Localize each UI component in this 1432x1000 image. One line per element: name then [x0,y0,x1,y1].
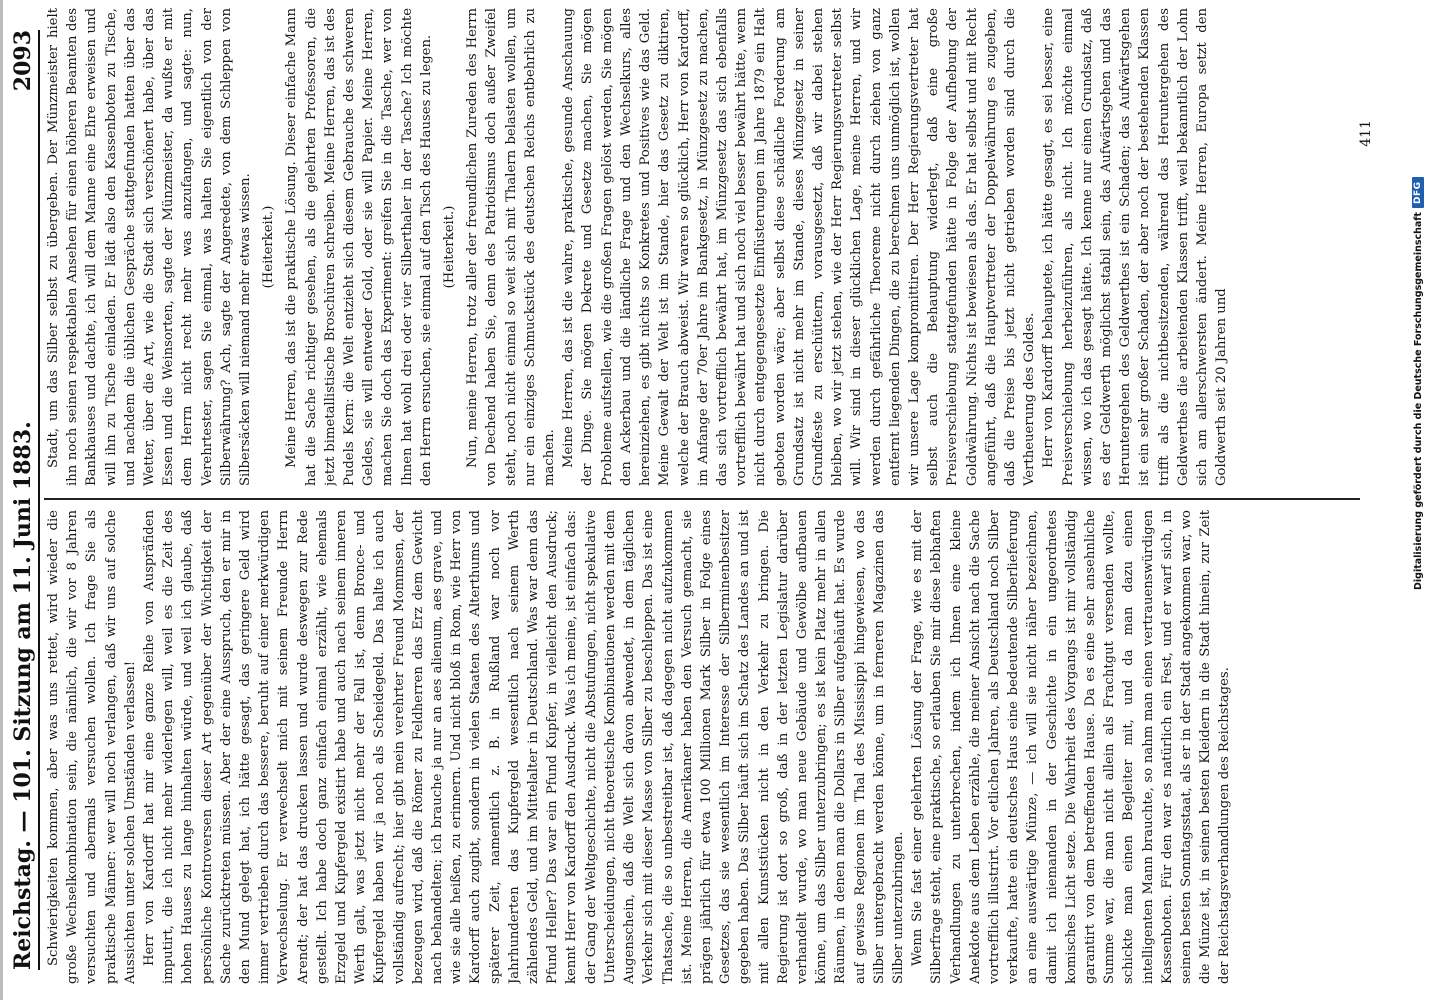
text-column-left [44,510,1360,984]
paragraph: Nun, meine Herren, trotz aller der freundlichen Zureden des Herrn von Dechend haben Sie, denn des Patriotismus doch außer Zweifel steht, noch nicht einmal so weit sich mit Thalern belasten wollen, um nur ein einziges Schmuckstück des deutschen Reichs entbehrlich zu machen. [465,8,558,486]
paragraph: Herr von Kardorff behauptete, ich hätte gesagt, es sei besser, eine Preisverschiebung herbeizuführen, als nicht. Ich möchte einmal wissen, wo ich das gesagt hätte. Ich kenne nur einen Grundsatz, daß es der Geldwerth möglichst stabil sein, das Aufwärtsgehen und das Heruntergehen des Geldwerthes ist ein Schaden; das Aufwärtsgehen ist ein sehr großer Schaden, der aber noch der bestehenden Klassen trifft als die nichtbesitzenden, während das Heruntergehen des Geldwerthes die arbeitenden Klassen trifft, weil bekanntlich der Lohn sich am allerschwersten ändert. Meine Herren, Europa setzt den Goldwerth seit 20 Jahren und [1041,8,1230,486]
interjection: (Heiterkeit.) [442,205,458,289]
paragraph: Wenn Sie fast einer gelehrten Lösung der Frage, wie es mit der Silberfrage steht, eine praktische, so erlauben Sie mir diese lebhaften Verhandlungen zu unterbrechen, indem ich Ihnen eine kleine Anekdote aus dem Leben erzähle, die meiner Ansicht nach die Sache vortrefflich illustrirt. Vor etlichen Jahren, als Deutschland noch Silber verkaufte, hatte ein deutsches Haus eine bedeutende Silberlieferung an eine auswärtige Münze, — ich will sie nicht näher bezeichnen, damit ich niemanden in der Geschichte in ein ungeordnetes komisches Licht setze. Die Wahrheit des Vorgangs ist mir vollständig garantirt von dem betreffenden Hause. Da es eine sehr ansehnliche Summe war, die man nicht allein als Frachtgut versenden wollte, schickte man einen Begleiter mit, und da man dazu einen intelligenten Mann brauchte, so nahm man einen vertrauenswürdigen Kassenboten. Für den war es natürlich ein Fest, und er warf sich, in seinen besten Sonntagsstaat, als er in der Stadt angekommen war, wo die Münze ist, in seinen besten Kleidern in die Stadt hinein, zur Zeit der Reichstagsverhandlungen des Reichstages. [910,510,1233,984]
interjection: (Heiterkeit.) [261,205,277,289]
paragraph: Meine Herren, das ist die wahre, praktische, gesunde Anschauung der Dinge. Sie mögen Dekrete und Gesetze machen, Sie mögen Probleme aufstellen, wie die großen Fragen gelöst werden, Sie mögen den Ackerbau und die ländliche Frage und den Wechselkurs, alles hereinziehen, es gibt nichts so Konkretes und Positives wie das Geld. Meine Gewalt der Welt ist im Stande, hier das Gesetz zu diktiren, welche der Brauch abweist. Wir waren so glücklich, Herr von Kardorff, im Anfange der 70er Jahre im Bankgesetz, in Münzgesetz zu machen, das sich vortrefflich bewährt hat, im Münzgesetz das sich ebenfalls vortrefflich bewährt hat und sich noch viel besser bewährt hätte, wenn nicht durch entgegengesetzte Einflüsterungen im Jahre 1879 ein Halt geboten worden wäre; aber selbst diese schädliche Forderung am Grundsatz ist nicht mehr im Stande, dieses Münzgesetz in seiner Grundfeste zu erschüttern, vorausgesetzt, daß wir dabei stehen bleiben, wo wir jetzt stehen, wie der Herr Regierungsvertreter selbst will. Wir sind in dieser glücklichen Lage, meine Herren, und wir werden durch gefährliche Theoreme nicht durch ziehen von ganz entfernt liegenden Dingen, die zu berechnen uns unmöglich ist, wollen wir unsere Lage kompromittiren. Der Herr Regierungsvertreter hat selbst auch die Behauptung widerlegt, daß eine große Preisverschiebung stattgefunden hätte in Folge der Aufhebung der Goldwährung. Nichts ist bewiesen als das. Er hat selbst und mit Recht angeführt, daß die Hauptvertreter der Doppelwährung es zugeben, daß die Preise bis jetzt nicht getrieben worden sind durch die Vertheuerung des Goldes. [561,8,1038,486]
dfg-logo-icon: DFG [1412,178,1424,209]
header-page-number: 2093 [10,30,36,92]
paragraph: Stadt, um das Silber selbst zu übergeben. Der Münzmeister hielt ihn noch seinen respektablen Ansehen für einen höheren Beamten des Bankhauses und dachte, ich will dem Manne eine Ehre erweisen und will ihn zu Tische einladen. Er lädt also den Kassenboten zu Tische, und nachdem die üblichen Gespräche stattgefunden hatten über das Wetter, über die Art, wie die Stadt sich verschönert habe, über das Essen und die Weinsorten, sagte der Münzmeister, da wußte er mit dem Herrn nicht recht mehr was anzufangen, und sagte: nun, Verehrtester, sagen Sie einmal, was halten Sie eigentlich von der Silberwährung? Ach, sagte der Angeredete, von dem Schleppen von Silbersäcken will niemand mehr etwas wissen. [46,8,254,486]
page-header [2,30,40,970]
attribution-text: Digitalisierung gefördert durch die Deutsche Forschungsgemeinschaft [1412,212,1424,590]
attribution-line [1410,0,1426,590]
header-session-title: Reichstag. — 101. Sitzung am 11. Juni 1883. [10,421,36,970]
paragraph: Herr von Kardorff hat mir eine ganze Reihe von Auspräfiden imputirt, die ich nicht mehr widerlegen will, weil es die Zeit des hohen Hauses zu lange hinhalten würde, und weil ich glaube, daß persönliche Kontroversen dieser Art gegenüber der Wichtigkeit der Sache zurücktreten müssen. Aber der eine Ausspruch, den er mir in den Mund gelegt hat, ich hätte gesagt, das geringere Geld wird immer vertrieben durch das bessere, beruht auf einer merkwürdigen Verwechselung. Er verwechselt mich mit seinem Freunde Herrn Arendt; der hat das drucken lassen und wurde deswegen zur Rede gestellt. Ich habe doch ganz einfach einmal erzählt, wie ehemals Erzgeld und Kupfergeld existirt habe und auch nach seinem inneren Werth galt, was jetzt nicht mehr der Fall ist, denn Bronce- und Kupfergeld haben wir ja noch als Scheidegeld. Das halte ich auch vollständig aufrecht; hier gibt mein verehrter Freund Mommsen, der bezeugen wird, daß die Römer zu Feldherren das Erz dem Gewicht nach behandelten; ich brauche ja nur an aes alienum, aes grave, und wie sie alle heißen, zu erinnern. Und nicht bloß in Rom, wie Herr von Kardorff auch zugibt, sondern in vielen Staaten des Alterthums und späterer Zeit, namentlich z. B. in Rußland war noch vor Jahrhunderten das Kupfergeld wesentlich nach seinem Werth zählendes Geld, und im Mittelalter in Deutschland. Was war denn das Pfund Heller? Das war ein Pfund Kupfer, in vielleicht den Ausdruck; kennt Herr von Kardorff den Ausdruck. Was ich meine, ist einfach das: der Gang der Weltgeschichte, nicht die Abstufungen, nicht spekulative Unterscheidungen, nicht theoretische Kombinationen werden mit dem Augenschein, daß die Welt sich davon abwendet, in dem täglichen Verkehr sich mit dieser Masse von Silber zu beschleppen. Das ist eine Thatsache, die so unbestreitbar ist, daß dagegen nicht aufzukommen ist. Meine Herren, die Amerikaner haben den Versuch gemacht, sie prägen jährlich für etwa 100 Millionen Mark Silber in Folge eines Gesetzes, das sie wesentlich im Interesse der Silberminenbesitzer gegeben haben. Das Silber häuft sich im Schatz des Landes an und ist mit allen Kunststücken nicht in den Verkehr zu bringen. Die Regierung ist dort so groß, daß in der letzten Legislatur darüber verhandelt wurde, wo man neue Gebäude und Gewölbe aufbauen könne, um das Silber unterzubringen; es ist kein Platz mehr in allen Räumen, in denen man die Dollars in Silber aufgehäuft hat. Es wurde auf gewisse Regionen im Thal des Mississippi hingewiesen, wo das Silber untergebracht werden könne, um in ferneren Magazinen das Silber unterzubringen. [142,510,906,984]
digitization-attribution [1402,0,1432,1000]
paragraph: Schwierigkeiten kommen, aber was uns rettet, wird wieder die große Wechselkombination sein, die nämlich, die wir vor 8 Jahren versuchten und abermals versuchen wollen. Ich frage Sie als praktische Männer: wer will noch verlangen, daß wir uns auf solche Aussichten unter solchen Umständen verlassen! [46,510,138,984]
paragraph: Meine Herren, das ist die praktische Lösung. Dieser einfache Mann hat die Sache richtiger gesehen, als die gelehrten Professoren, die jetzt bimetallistische Broschüren schreiben. Meine Herren, das ist des Pudels Kern: die Welt entzieht sich diesem Gebrauche des schweren Geldes, sie will entweder Gold, oder sie will Papier. Meine Herren, machen Sie doch das Experiment: greifen Sie in die Tasche, wer von Ihnen hat wohl drei oder vier Silberthaler in der Tasche? Ich möchte den Herrn ersuchen, sie einmal auf den Tisch des Hauses zu legen. [284,8,434,486]
sheet-signature: 411 [1358,120,1374,147]
column-divider [44,498,1360,500]
text-column-right [44,8,1360,486]
